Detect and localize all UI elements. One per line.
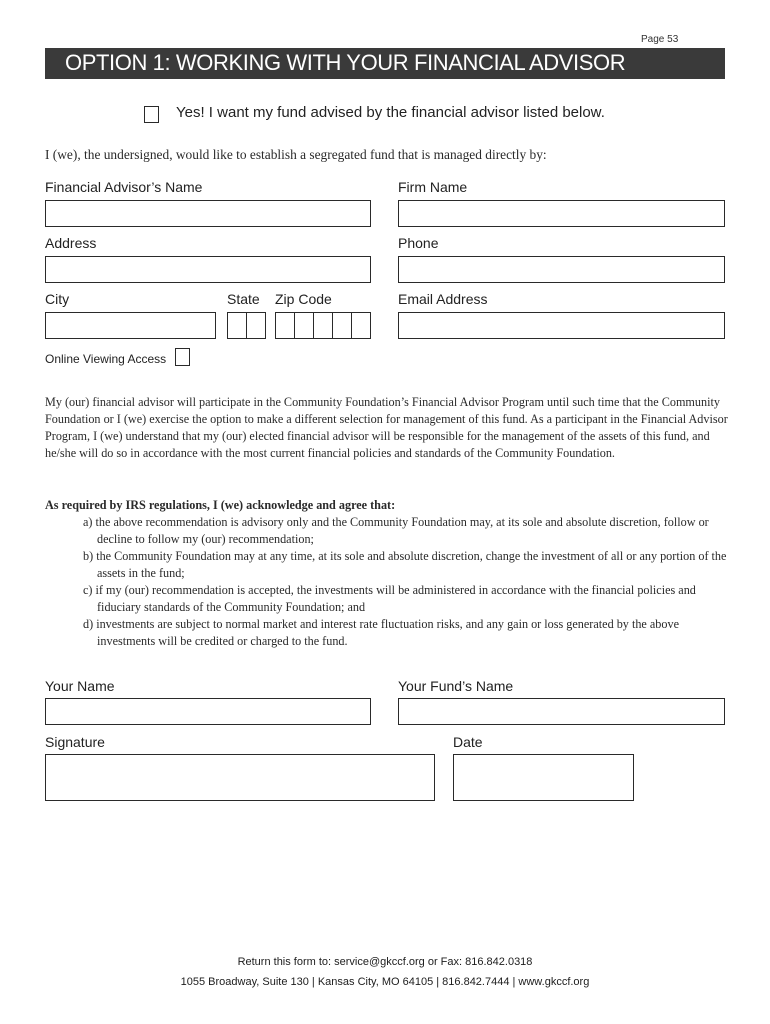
page-title: OPTION 1: WORKING WITH YOUR FINANCIAL ADVISOR xyxy=(65,50,626,75)
your-name-label: Your Name xyxy=(45,678,115,694)
return-instructions: Return this form to: service@gkccf.org or Fax: 816.842.0318 xyxy=(237,956,533,968)
phone-label: Phone xyxy=(398,235,439,251)
email-label: Email Address xyxy=(398,291,488,307)
zip-char-3[interactable] xyxy=(313,312,333,339)
list-item: c) if my (our) recommendation is accepted, the investments will be administered in accordance with the financial policies and fiduciary standards of the Community Foundation; and xyxy=(83,583,696,614)
fund-name-label: Your Fund’s Name xyxy=(398,678,514,694)
opt-in-label: Yes! I want my fund advised by the financial advisor listed below. xyxy=(176,104,605,121)
zip-char-2[interactable] xyxy=(294,312,314,339)
signature-field[interactable] xyxy=(45,754,435,801)
fund-name-field[interactable] xyxy=(398,698,725,725)
advisor-name-field[interactable] xyxy=(45,200,371,227)
date-field[interactable] xyxy=(453,754,634,801)
city-label: City xyxy=(45,291,70,307)
date-label: Date xyxy=(453,734,483,750)
list-item: a) the above recommendation is advisory only and the Community Foundation may, at its sole and absolute discretion, follow or decline to follow my (our) recommendation; xyxy=(83,515,709,546)
state-char-2[interactable] xyxy=(246,312,266,339)
irs-list xyxy=(83,514,728,650)
your-name-field[interactable] xyxy=(45,698,371,725)
signature-label: Signature xyxy=(45,734,105,750)
firm-name-field[interactable] xyxy=(398,200,725,227)
program-paragraph: My (our) financial advisor will participate in the Community Foundation’s Financial Advisor Program until such time that the Community Foundation or I (we) exercise the option to make a different selection for management of this fund. As a participant in the Financial Advisor Program, I (we) understand that my (our) elected financial advisor will be responsible for the management of the assets of this fund, and he/she will do so in accordance with the most current financial policies and standards of the Community Foundation. xyxy=(45,395,728,460)
state-label: State xyxy=(227,291,260,307)
address-field[interactable] xyxy=(45,256,371,283)
page-number: Page 53 xyxy=(641,34,679,45)
state-char-1[interactable] xyxy=(227,312,247,339)
title-banner xyxy=(45,48,725,79)
advisor-name-label: Financial Advisor’s Name xyxy=(45,179,203,195)
online-access-checkbox[interactable] xyxy=(175,348,190,366)
zip-char-5[interactable] xyxy=(351,312,371,339)
address-label: Address xyxy=(45,235,97,251)
intro-text: I (we), the undersigned, would like to establish a segregated fund that is managed directly by: xyxy=(45,147,547,162)
irs-heading: As required by IRS regulations, I (we) acknowledge and agree that: xyxy=(45,498,396,512)
list-item: b) the Community Foundation may at any time, at its sole and absolute discretion, change the investment of all or any portion of the assets in the fund; xyxy=(83,549,727,580)
online-access-label: Online Viewing Access xyxy=(45,352,167,366)
city-field[interactable] xyxy=(45,312,216,339)
zip-char-1[interactable] xyxy=(275,312,295,339)
phone-field[interactable] xyxy=(398,256,725,283)
opt-in-checkbox[interactable] xyxy=(144,106,159,123)
zip-label: Zip Code xyxy=(275,291,332,307)
list-item: d) investments are subject to normal market and interest rate fluctuation risks, and any gain or loss generated by the above investments will be credited or charged to the fund. xyxy=(83,617,679,648)
email-field[interactable] xyxy=(398,312,725,339)
contact-footer: 1055 Broadway, Suite 130 | Kansas City, MO 64105 | 816.842.7444 | www.gkccf.org xyxy=(180,976,590,988)
firm-name-label: Firm Name xyxy=(398,179,468,195)
zip-char-4[interactable] xyxy=(332,312,352,339)
